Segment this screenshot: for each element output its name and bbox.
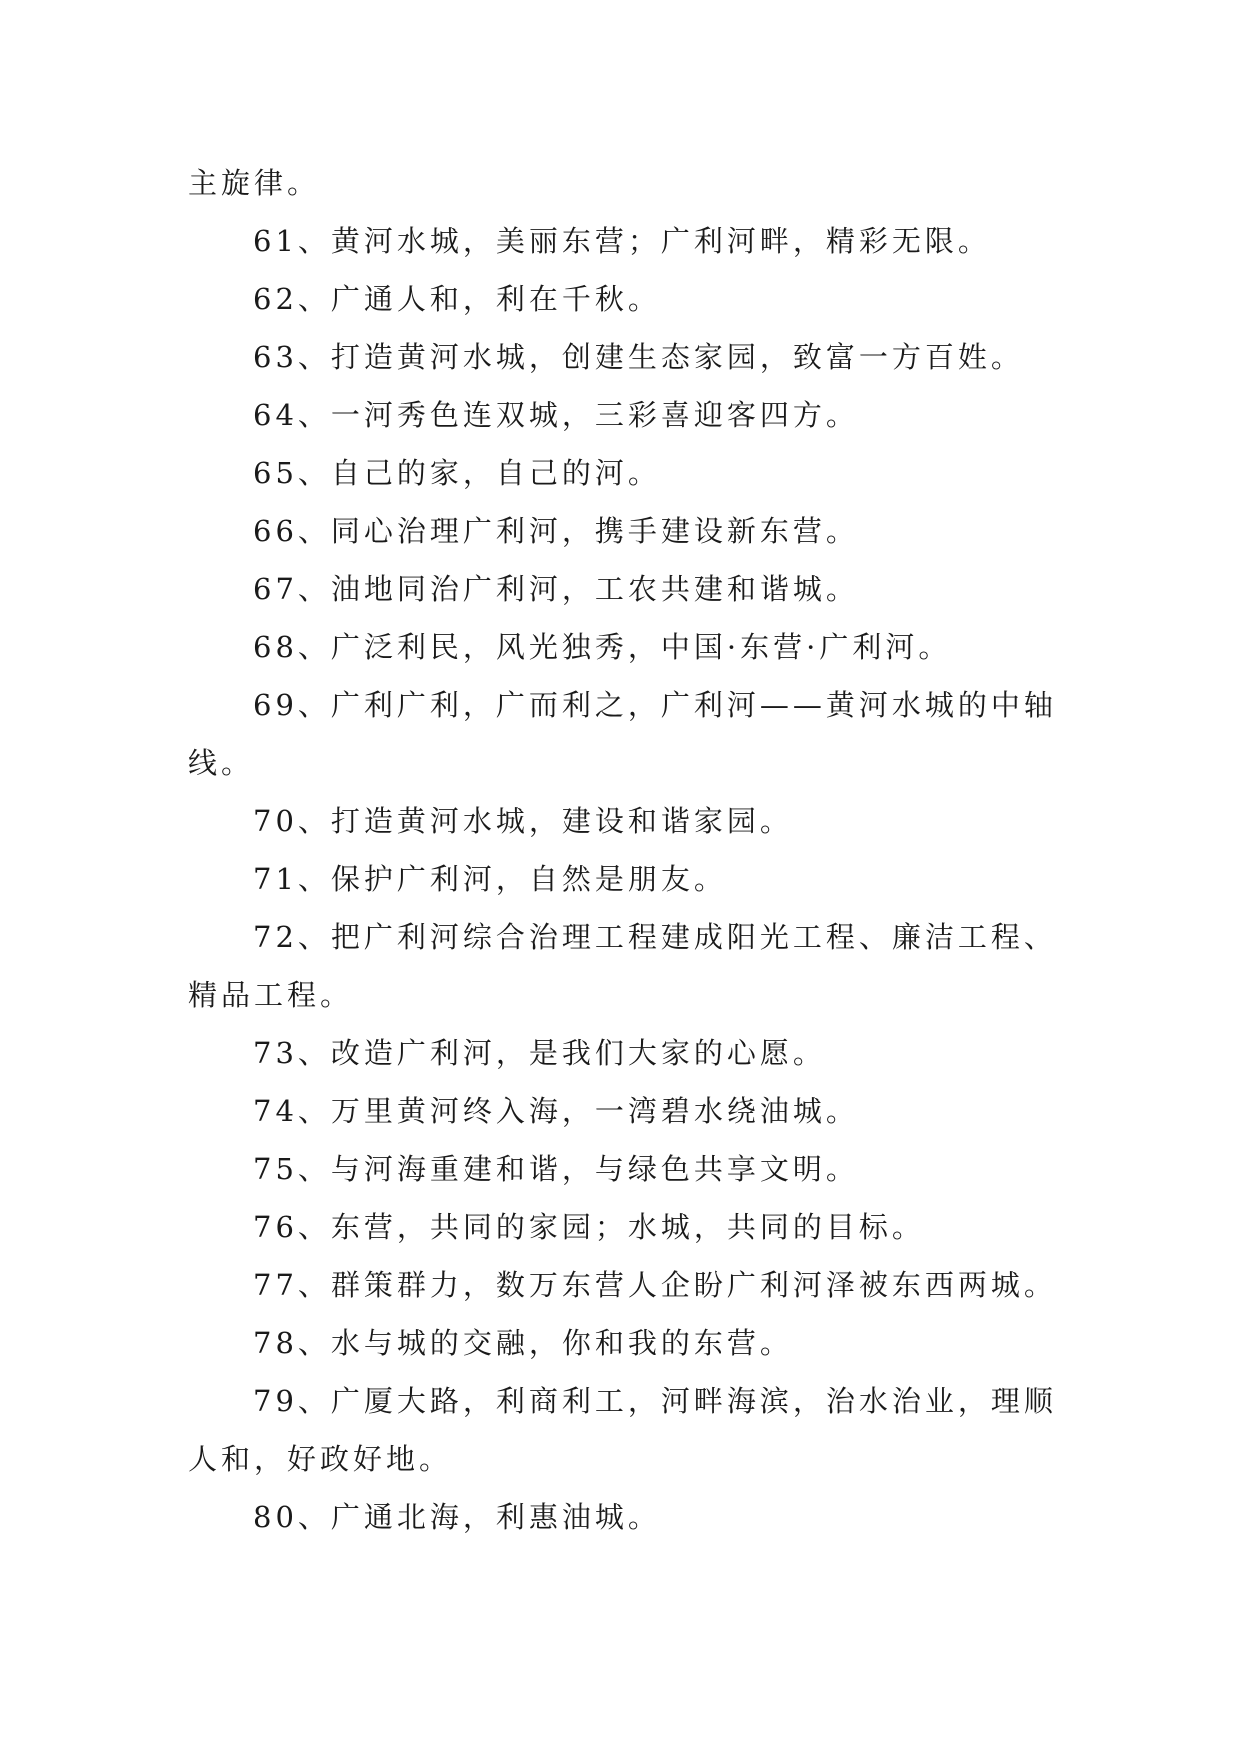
slogan-69-continued: 线。: [188, 746, 255, 780]
slogan-69: 69、广利广利，广而利之，广利河——黄河水城的中轴: [253, 688, 1057, 722]
slogan-66: 66、同心治理广利河，携手建设新东营。: [253, 514, 859, 548]
slogan-67: 67、油地同治广利河，工农共建和谐城。: [253, 572, 859, 606]
slogan-65: 65、自己的家，自己的河。: [253, 456, 661, 490]
slogan-76: 76、东营，共同的家园；水城，共同的目标。: [253, 1210, 925, 1244]
slogan-78: 78、水与城的交融，你和我的东营。: [253, 1326, 793, 1360]
slogan-70: 70、打造黄河水城，建设和谐家园。: [253, 804, 793, 838]
slogan-77: 77、群策群力，数万东营人企盼广利河泽被东西两城。: [253, 1268, 1057, 1302]
slogan-72: 72、把广利河综合治理工程建成阳光工程、廉洁工程、: [253, 920, 1057, 954]
slogan-68: 68、广泛利民，风光独秀，中国·东营·广利河。: [253, 630, 952, 664]
text-line: 主旋律。: [188, 166, 321, 200]
slogan-75: 75、与河海重建和谐，与绿色共享文明。: [253, 1152, 859, 1186]
slogan-74: 74、万里黄河终入海，一湾碧水绕油城。: [253, 1094, 859, 1128]
slogan-61: 61、黄河水城，美丽东营；广利河畔，精彩无限。: [253, 224, 991, 258]
slogan-80: 80、广通北海，利惠油城。: [253, 1500, 661, 1534]
slogan-79: 79、广厦大路，利商利工，河畔海滨，治水治业，理顺: [253, 1384, 1057, 1418]
slogan-73: 73、改造广利河，是我们大家的心愿。: [253, 1036, 826, 1070]
slogan-71: 71、保护广利河，自然是朋友。: [253, 862, 727, 896]
slogan-64: 64、一河秀色连双城，三彩喜迎客四方。: [253, 398, 859, 432]
slogan-63: 63、打造黄河水城，创建生态家园，致富一方百姓。: [253, 340, 1024, 374]
slogan-62: 62、广通人和，利在千秋。: [253, 282, 661, 316]
slogan-79-continued: 人和，好政好地。: [188, 1442, 453, 1476]
slogan-72-continued: 精品工程。: [188, 978, 354, 1012]
document-body: [188, 154, 1068, 1546]
